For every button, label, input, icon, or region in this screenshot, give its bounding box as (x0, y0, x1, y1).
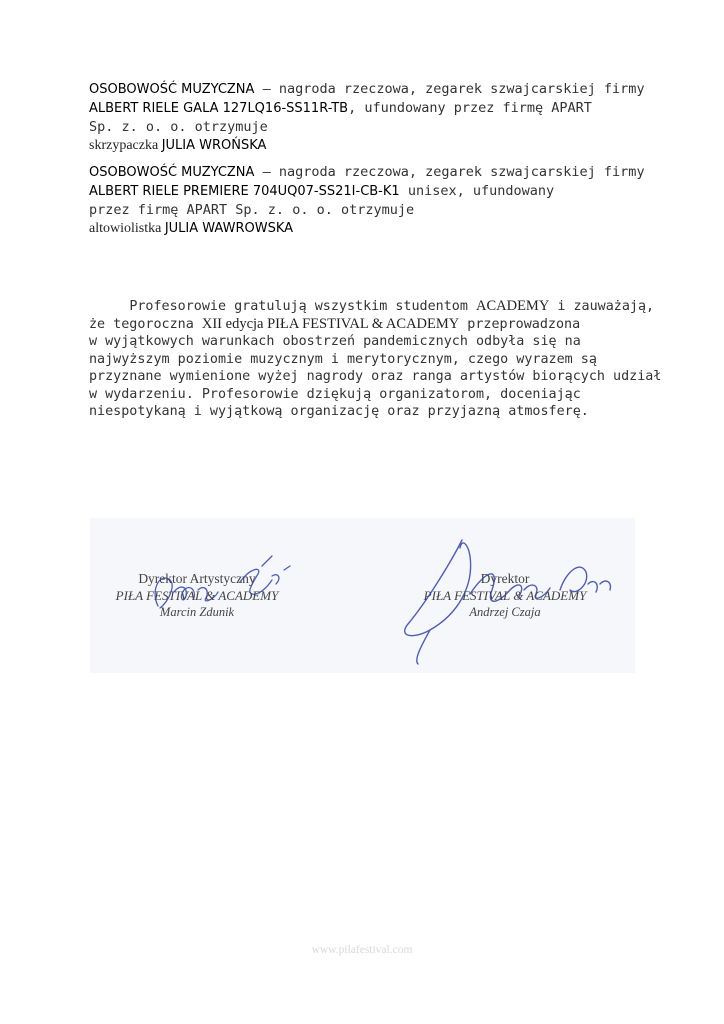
award-1-sponsor: , ufundowany przez firmę APART (348, 100, 592, 116)
award-entry-1 (89, 80, 649, 155)
signature-role: Dyrektor (480, 571, 530, 586)
paragraph-line (89, 298, 655, 316)
congratulations-paragraph (89, 298, 662, 421)
award-1-watch-model: ALBERT RIELE GALA 127LQ16-SS11R-TB (89, 101, 349, 116)
signature-role: Dyrektor Artystyczny (138, 571, 256, 586)
signature-person: Andrzej Czaja (469, 605, 541, 619)
award-2-line-2 (89, 182, 649, 201)
signature-organization: PIŁA FESTIVAL & ACADEMY (115, 588, 279, 603)
award-2-winner-role: altowiolistka (89, 221, 165, 236)
paragraph-line (89, 316, 649, 334)
award-1-description: – nagroda rzeczowa, zegarek szwajcarskiej firmy (254, 81, 645, 97)
footer-website: www.pilafestival.com (311, 944, 413, 956)
signature-block-artistic-director (112, 570, 282, 621)
paragraph-line-2a: że tegoroczna (89, 316, 202, 332)
paragraph-line-4: najwyższym poziomie muzycznym i merytorycznym, czego wyrazem są (89, 351, 597, 367)
award-2-line-4 (89, 219, 649, 238)
award-2-watch-model: ALBERT RIELE PREMIERE 704UQ07-SS21I-CB-K1 (89, 184, 400, 199)
paragraph-line-5: przyznane wymienione wyżej nagrody oraz ranga artystów biorących udział (89, 369, 662, 384)
award-2-line-3 (89, 201, 649, 219)
paragraph-line-3: w wyjątkowych warunkach obostrzeń pandemicznych odbyła się na (89, 334, 581, 349)
award-1-sponsor-cont: Sp. z. o. o. otrzymuje (89, 119, 268, 135)
award-1-line-4 (89, 136, 649, 155)
award-1-winner-role: skrzypaczka (89, 138, 162, 153)
award-1-line-1 (89, 80, 649, 99)
award-2-winner-name: JULIA WAWROWSKA (164, 221, 294, 236)
signature-person: Marcin Zdunik (159, 605, 235, 619)
award-1-line-3 (89, 118, 649, 136)
paragraph-line-2b: XII edycja PIŁA FESTIVAL & ACADEMY (201, 315, 460, 332)
paragraph-line-7: niespotykaną i wyjątkową organizację oraz przyjazną atmosferę. (89, 404, 589, 419)
award-1-winner-name: JULIA WROŃSKA (161, 138, 267, 153)
award-2-description: – nagroda rzeczowa, zegarek szwajcarskiej firmy (254, 164, 645, 180)
signature-block-director (420, 570, 590, 621)
award-1-line-2 (89, 99, 649, 118)
award-entry-2 (89, 163, 649, 238)
paragraph-line-1a: Profesorowie gratulują wszystkim studentom (129, 299, 476, 314)
award-2-sponsor-cont: przez firmę APART Sp. z. o. o. otrzymuje (89, 202, 415, 218)
paragraph-line-1b: ACADEMY (475, 298, 550, 314)
paragraph-line-2c: przeprowadzona (459, 316, 581, 332)
signature-organization: PIŁA FESTIVAL & ACADEMY (423, 588, 587, 603)
award-2-line-1 (89, 163, 649, 182)
paragraph-line-1c: i zauważają, (549, 299, 655, 314)
award-1-title: OSOBOWOŚĆ MUZYCZNA (89, 82, 255, 97)
award-2-title: OSOBOWOŚĆ MUZYCZNA (89, 165, 255, 180)
award-2-sponsor: unisex, ufundowany (399, 183, 555, 199)
paragraph-line-6: w wydarzeniu. Profesorowie dziękują organizatorom, doceniając (89, 386, 581, 402)
